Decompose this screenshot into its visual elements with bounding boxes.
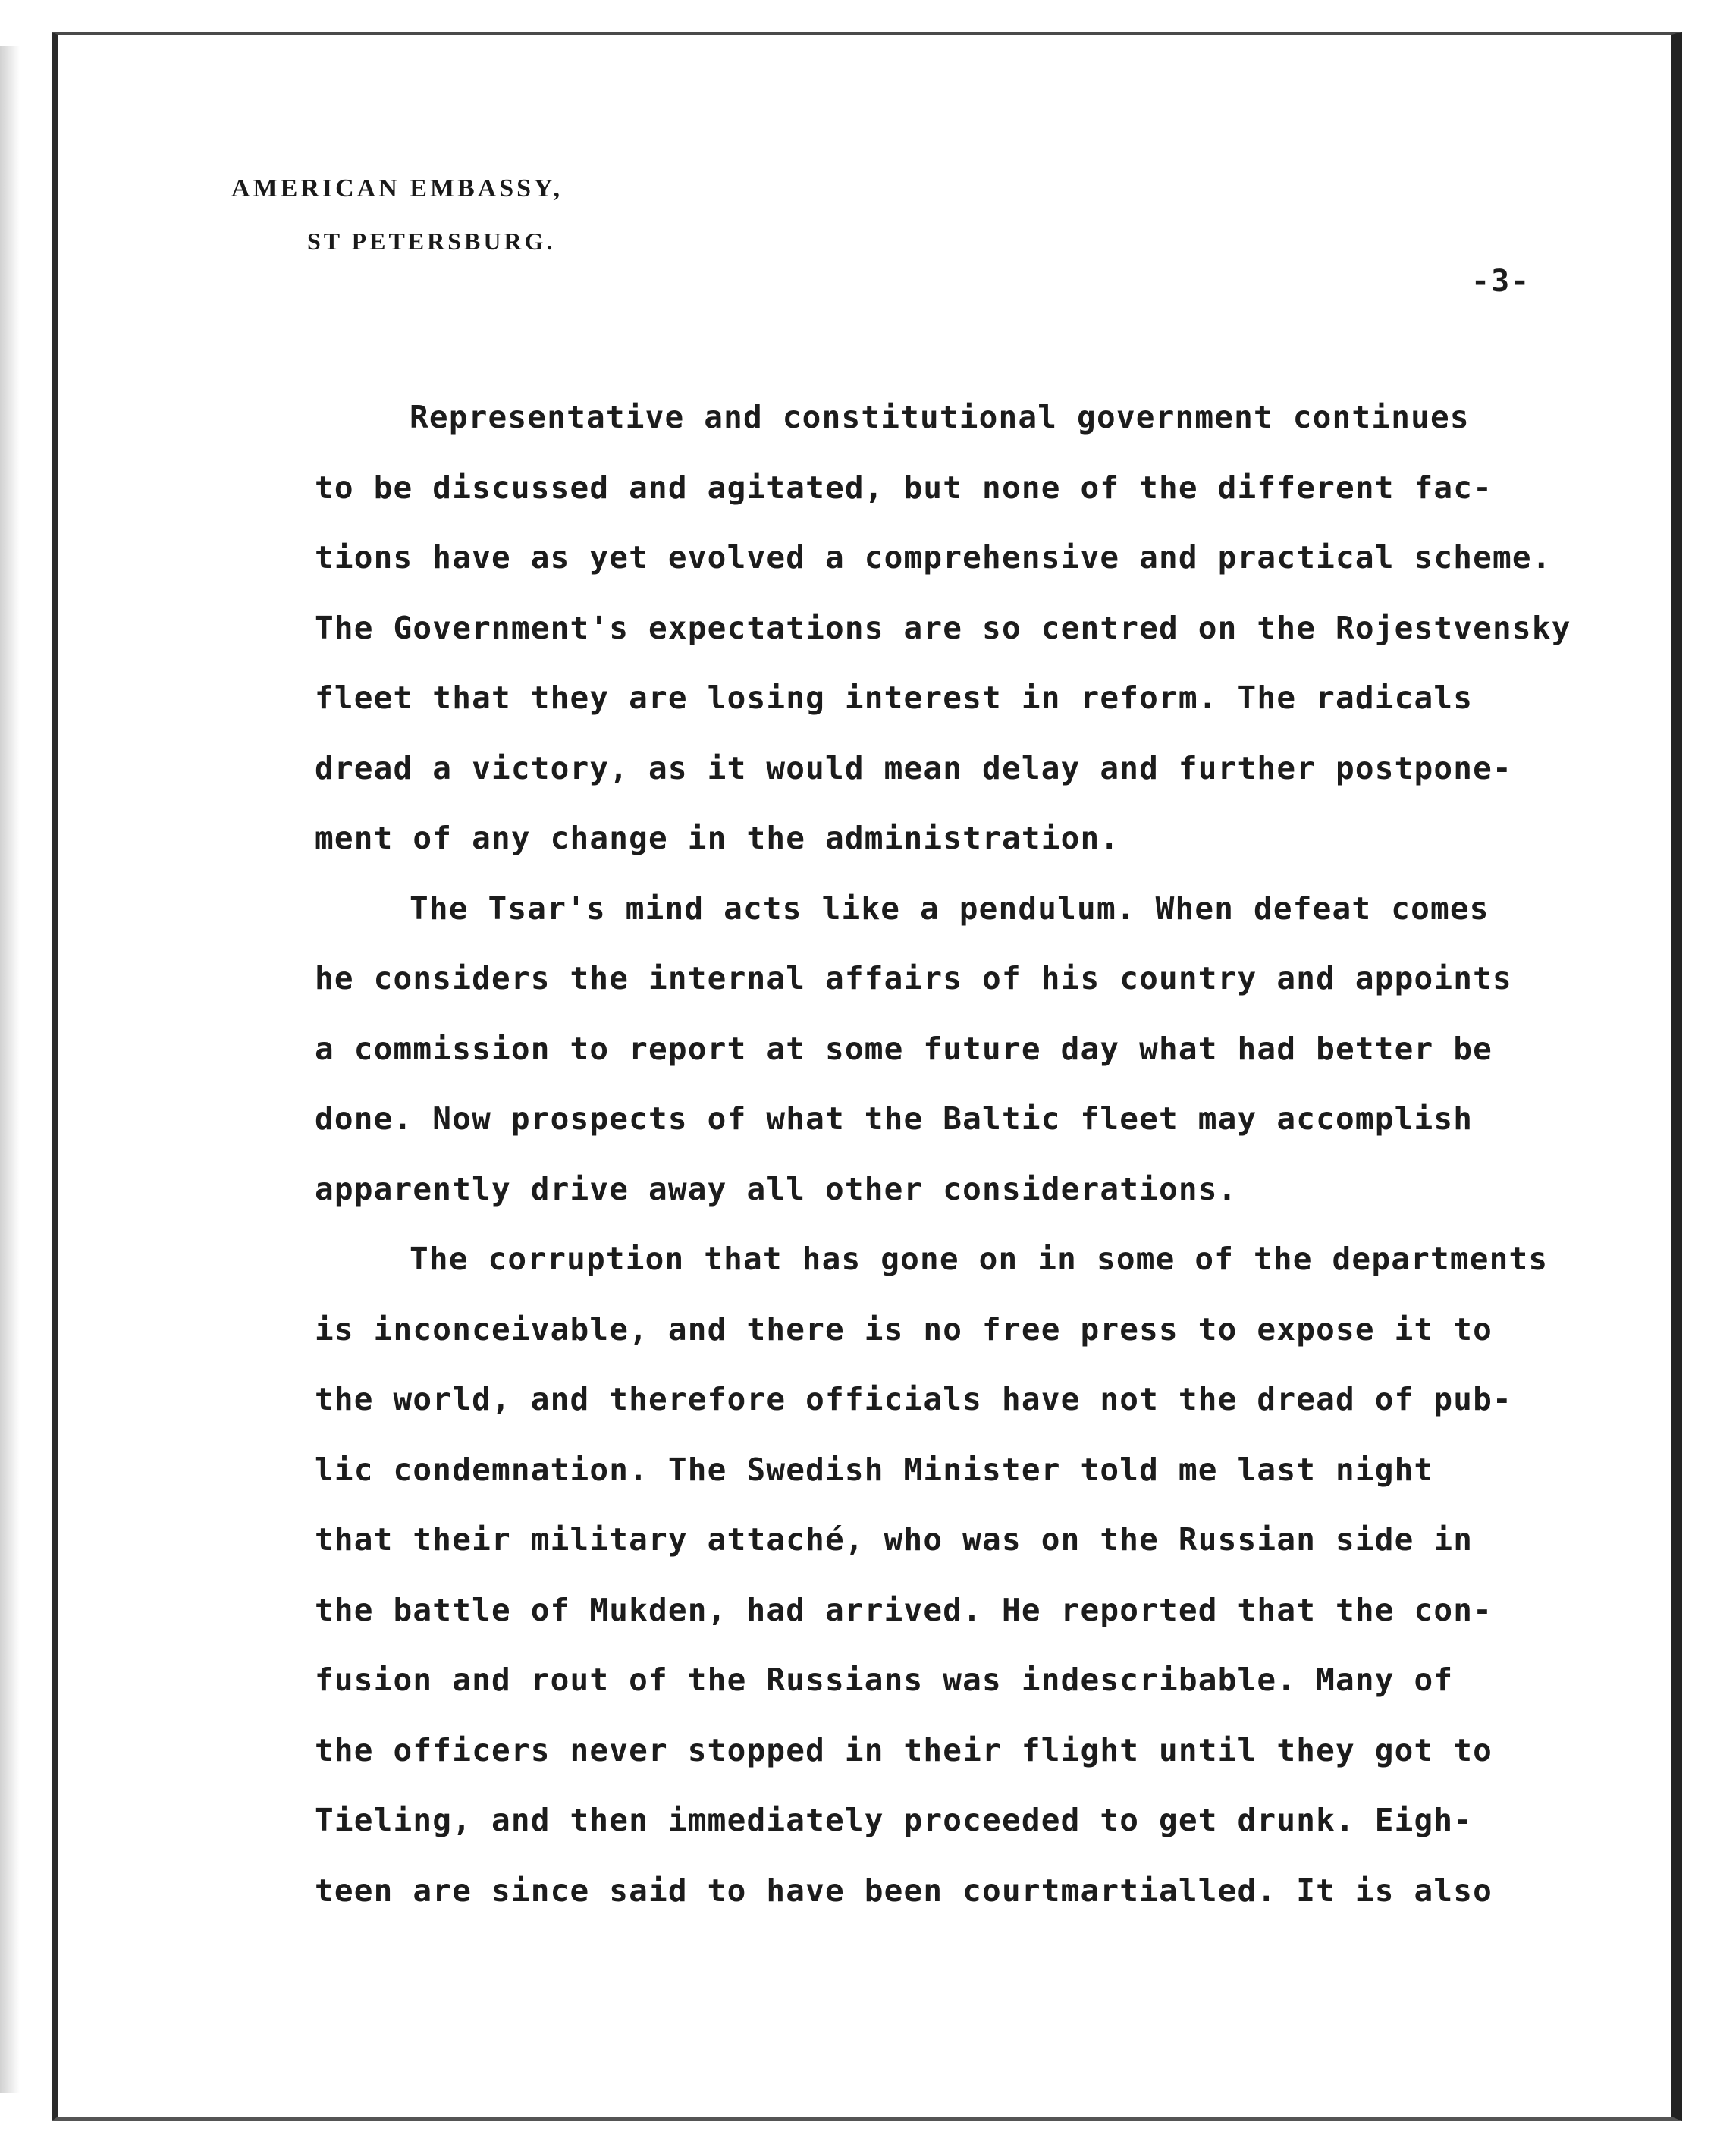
text-line: the world, and therefore officials have not the dread of pub- <box>315 1381 1512 1417</box>
text-line: fleet that they are losing interest in reform. The radicals <box>315 679 1474 716</box>
text-line: is inconceivable, and there is no free press to expose it to <box>315 1310 1493 1348</box>
scan-left-shadow <box>0 46 20 2093</box>
text-line: Representative and constitutional government continues <box>410 399 1470 435</box>
letter-body <box>315 394 1604 1938</box>
text-line: done. Now prospects of what the Baltic fleet may accomplish <box>315 1100 1474 1137</box>
text-line: The corruption that has gone on in some of the departments <box>410 1241 1549 1277</box>
text-line: Tieling, and then immediately proceeded to get drunk. Eigh- <box>315 1802 1474 1838</box>
text-line: tions have as yet evolved a comprehensive and practical scheme. <box>315 539 1552 576</box>
paragraph-1 <box>315 394 1604 886</box>
paragraph-2 <box>315 886 1604 1237</box>
letterhead <box>231 174 563 255</box>
text-line: a commission to report at some future day what had better be <box>315 1030 1493 1067</box>
text-line: teen are since said to have been courtmartialled. It is also <box>315 1872 1493 1909</box>
text-line: the officers never stopped in their flight until they got to <box>315 1731 1493 1768</box>
text-line: to be discussed and agitated, but none of the different fac- <box>315 469 1493 506</box>
letterhead-city: ST PETERSBURG. <box>307 228 556 255</box>
text-line: lic condemnation. The Swedish Minister told me last night <box>315 1451 1434 1488</box>
text-line: the battle of Mukden, had arrived. He reported that the con- <box>315 1591 1493 1628</box>
text-line: ment of any change in the administration. <box>315 820 1120 856</box>
paragraph-3 <box>315 1236 1604 1938</box>
text-line: apparently drive away all other considerations. <box>315 1170 1238 1207</box>
text-line: that their military attaché, who was on the Russian side in <box>315 1521 1474 1558</box>
text-line: The Government's expectations are so centred on the Rojestvensky <box>315 609 1571 646</box>
text-line: fusion and rout of the Russians was indescribable. Many of <box>315 1662 1454 1698</box>
text-line: dread a victory, as it would mean delay and further postpone- <box>315 749 1512 786</box>
text-line: he considers the internal affairs of his country and appoints <box>315 960 1512 996</box>
letterhead-embassy: AMERICAN EMBASSY, <box>231 174 563 202</box>
text-line: The Tsar's mind acts like a pendulum. When defeat comes <box>410 890 1489 927</box>
page-number: -3- <box>1471 264 1531 299</box>
